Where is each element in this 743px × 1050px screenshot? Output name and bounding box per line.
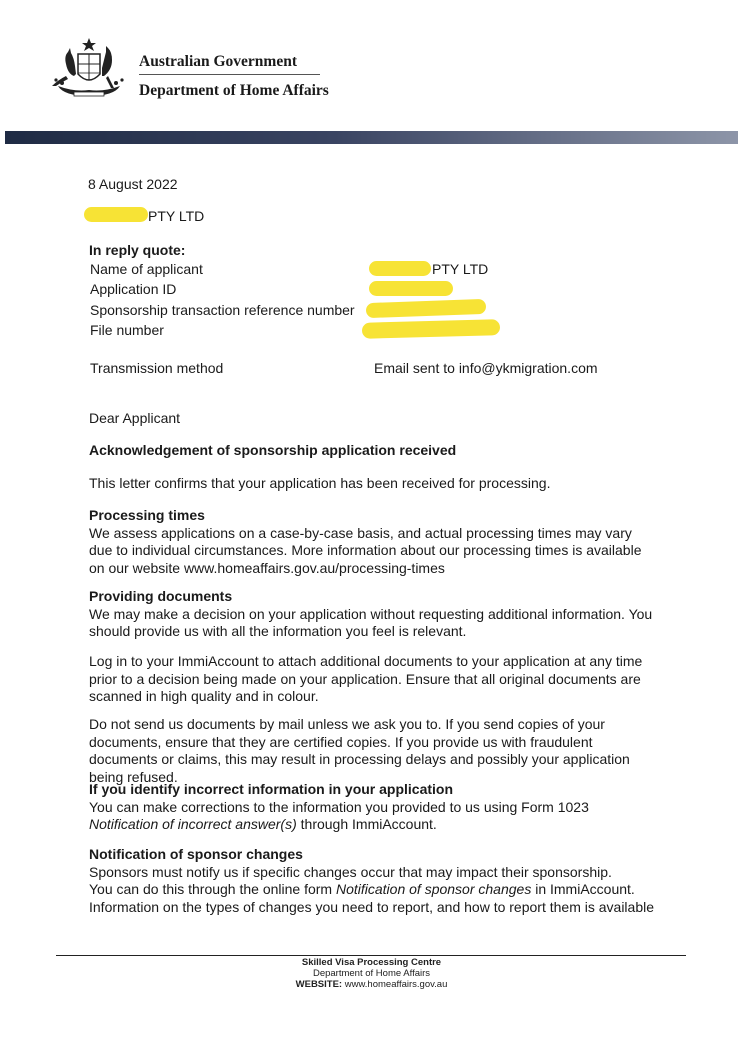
file-number-label: File number bbox=[90, 322, 164, 338]
footer-divider bbox=[56, 955, 686, 956]
processing-times-heading: Processing times bbox=[89, 507, 205, 523]
sponsor-changes-line1: Sponsors must notify us if specific changes occur that may impact their sponsorship. bbox=[89, 863, 612, 880]
footer-website-url: www.homeaffairs.gov.au bbox=[344, 979, 448, 990]
header-banner bbox=[5, 131, 738, 144]
redaction-mark bbox=[369, 261, 431, 276]
applicant-name-value: PTY LTD bbox=[432, 261, 489, 277]
application-id-label: Application ID bbox=[90, 281, 177, 297]
applicant-name-label: Name of applicant bbox=[90, 261, 203, 277]
letter-subject: Acknowledgement of sponsorship application received bbox=[89, 442, 457, 458]
letterhead-divider bbox=[139, 74, 320, 75]
sponsor-changes-form-title: Notification of sponsor changes bbox=[335, 881, 532, 898]
incorrect-information-section bbox=[89, 781, 659, 834]
transmission-method-value: Email sent to info@ykmigration.com bbox=[374, 360, 598, 376]
providing-documents-p3: Do not send us documents by mail unless we ask you to. If you send copies of your documents, ensure that they are certified copies. If you provide us with fraudulent documents or claims, this may result in processing delays and possibly your application being refused. bbox=[89, 716, 630, 785]
footer-department: Department of Home Affairs bbox=[312, 968, 431, 979]
reply-quote-heading: In reply quote: bbox=[89, 242, 186, 258]
coat-of-arms-icon bbox=[44, 36, 134, 100]
sponsor-changes-section bbox=[89, 846, 659, 916]
processing-times-body: We assess applications on a case-by-case basis, and actual processing times may vary due to individual circumstances. More information about our processing times is available on our website www.homeaffairs.gov.au/processing-times bbox=[89, 524, 642, 576]
redaction-mark bbox=[84, 207, 148, 222]
incorrect-information-body bbox=[89, 799, 659, 834]
providing-documents-section bbox=[89, 588, 659, 641]
redaction-mark bbox=[366, 299, 486, 318]
sponsor-changes-heading: Notification of sponsor changes bbox=[89, 846, 303, 862]
sponsor-changes-line2-end: in ImmiAccount. bbox=[531, 881, 635, 898]
sponsor-changes-line2 bbox=[89, 881, 659, 899]
mail-documents-paragraph bbox=[89, 716, 659, 786]
sponsor-changes-line2-text: You can do this through the online form bbox=[89, 881, 336, 898]
providing-documents-p2: Log in to your ImmiAccount to attach additional documents to your application at any time prior to a decision being made on your application. Ensure that all original documents are scanned in high quality and in colour. bbox=[89, 653, 643, 705]
footer-website bbox=[0, 979, 743, 990]
sponsorship-reference-label: Sponsorship transaction reference number bbox=[90, 302, 355, 318]
footer-centre bbox=[0, 957, 743, 968]
salutation: Dear Applicant bbox=[89, 410, 181, 426]
form-1023-title: Notification of incorrect answer(s) bbox=[89, 816, 297, 833]
incorrect-body-text: You can make corrections to the information you provided to us using Form 1023 bbox=[89, 798, 589, 815]
letter-date: 8 August 2022 bbox=[88, 176, 178, 192]
sponsor-changes-line3: Information on the types of changes you need to report, and how to report them is available bbox=[89, 898, 655, 915]
footer-centre-name: Skilled Visa Processing Centre bbox=[301, 957, 442, 968]
department-name: Department of Home Affairs bbox=[139, 82, 329, 99]
processing-times-section bbox=[89, 507, 659, 577]
attach-documents-paragraph bbox=[89, 653, 659, 706]
government-name: Australian Government bbox=[139, 53, 298, 70]
transmission-method-label: Transmission method bbox=[90, 360, 224, 376]
providing-documents-p1: We may make a decision on your application without requesting additional information. You should provide us with all the information you feel is relevant. bbox=[89, 605, 653, 640]
providing-documents-heading: Providing documents bbox=[89, 588, 233, 604]
footer-website-label: WEBSITE: bbox=[295, 979, 343, 990]
confirmation-text: This letter confirms that your application has been received for processing. bbox=[89, 475, 551, 491]
incorrect-body-end: through ImmiAccount. bbox=[296, 816, 437, 833]
redaction-mark bbox=[362, 319, 500, 339]
redaction-mark bbox=[369, 281, 453, 296]
addressee: PTY LTD bbox=[148, 208, 205, 224]
incorrect-information-heading: If you identify incorrect information in your application bbox=[89, 781, 454, 797]
